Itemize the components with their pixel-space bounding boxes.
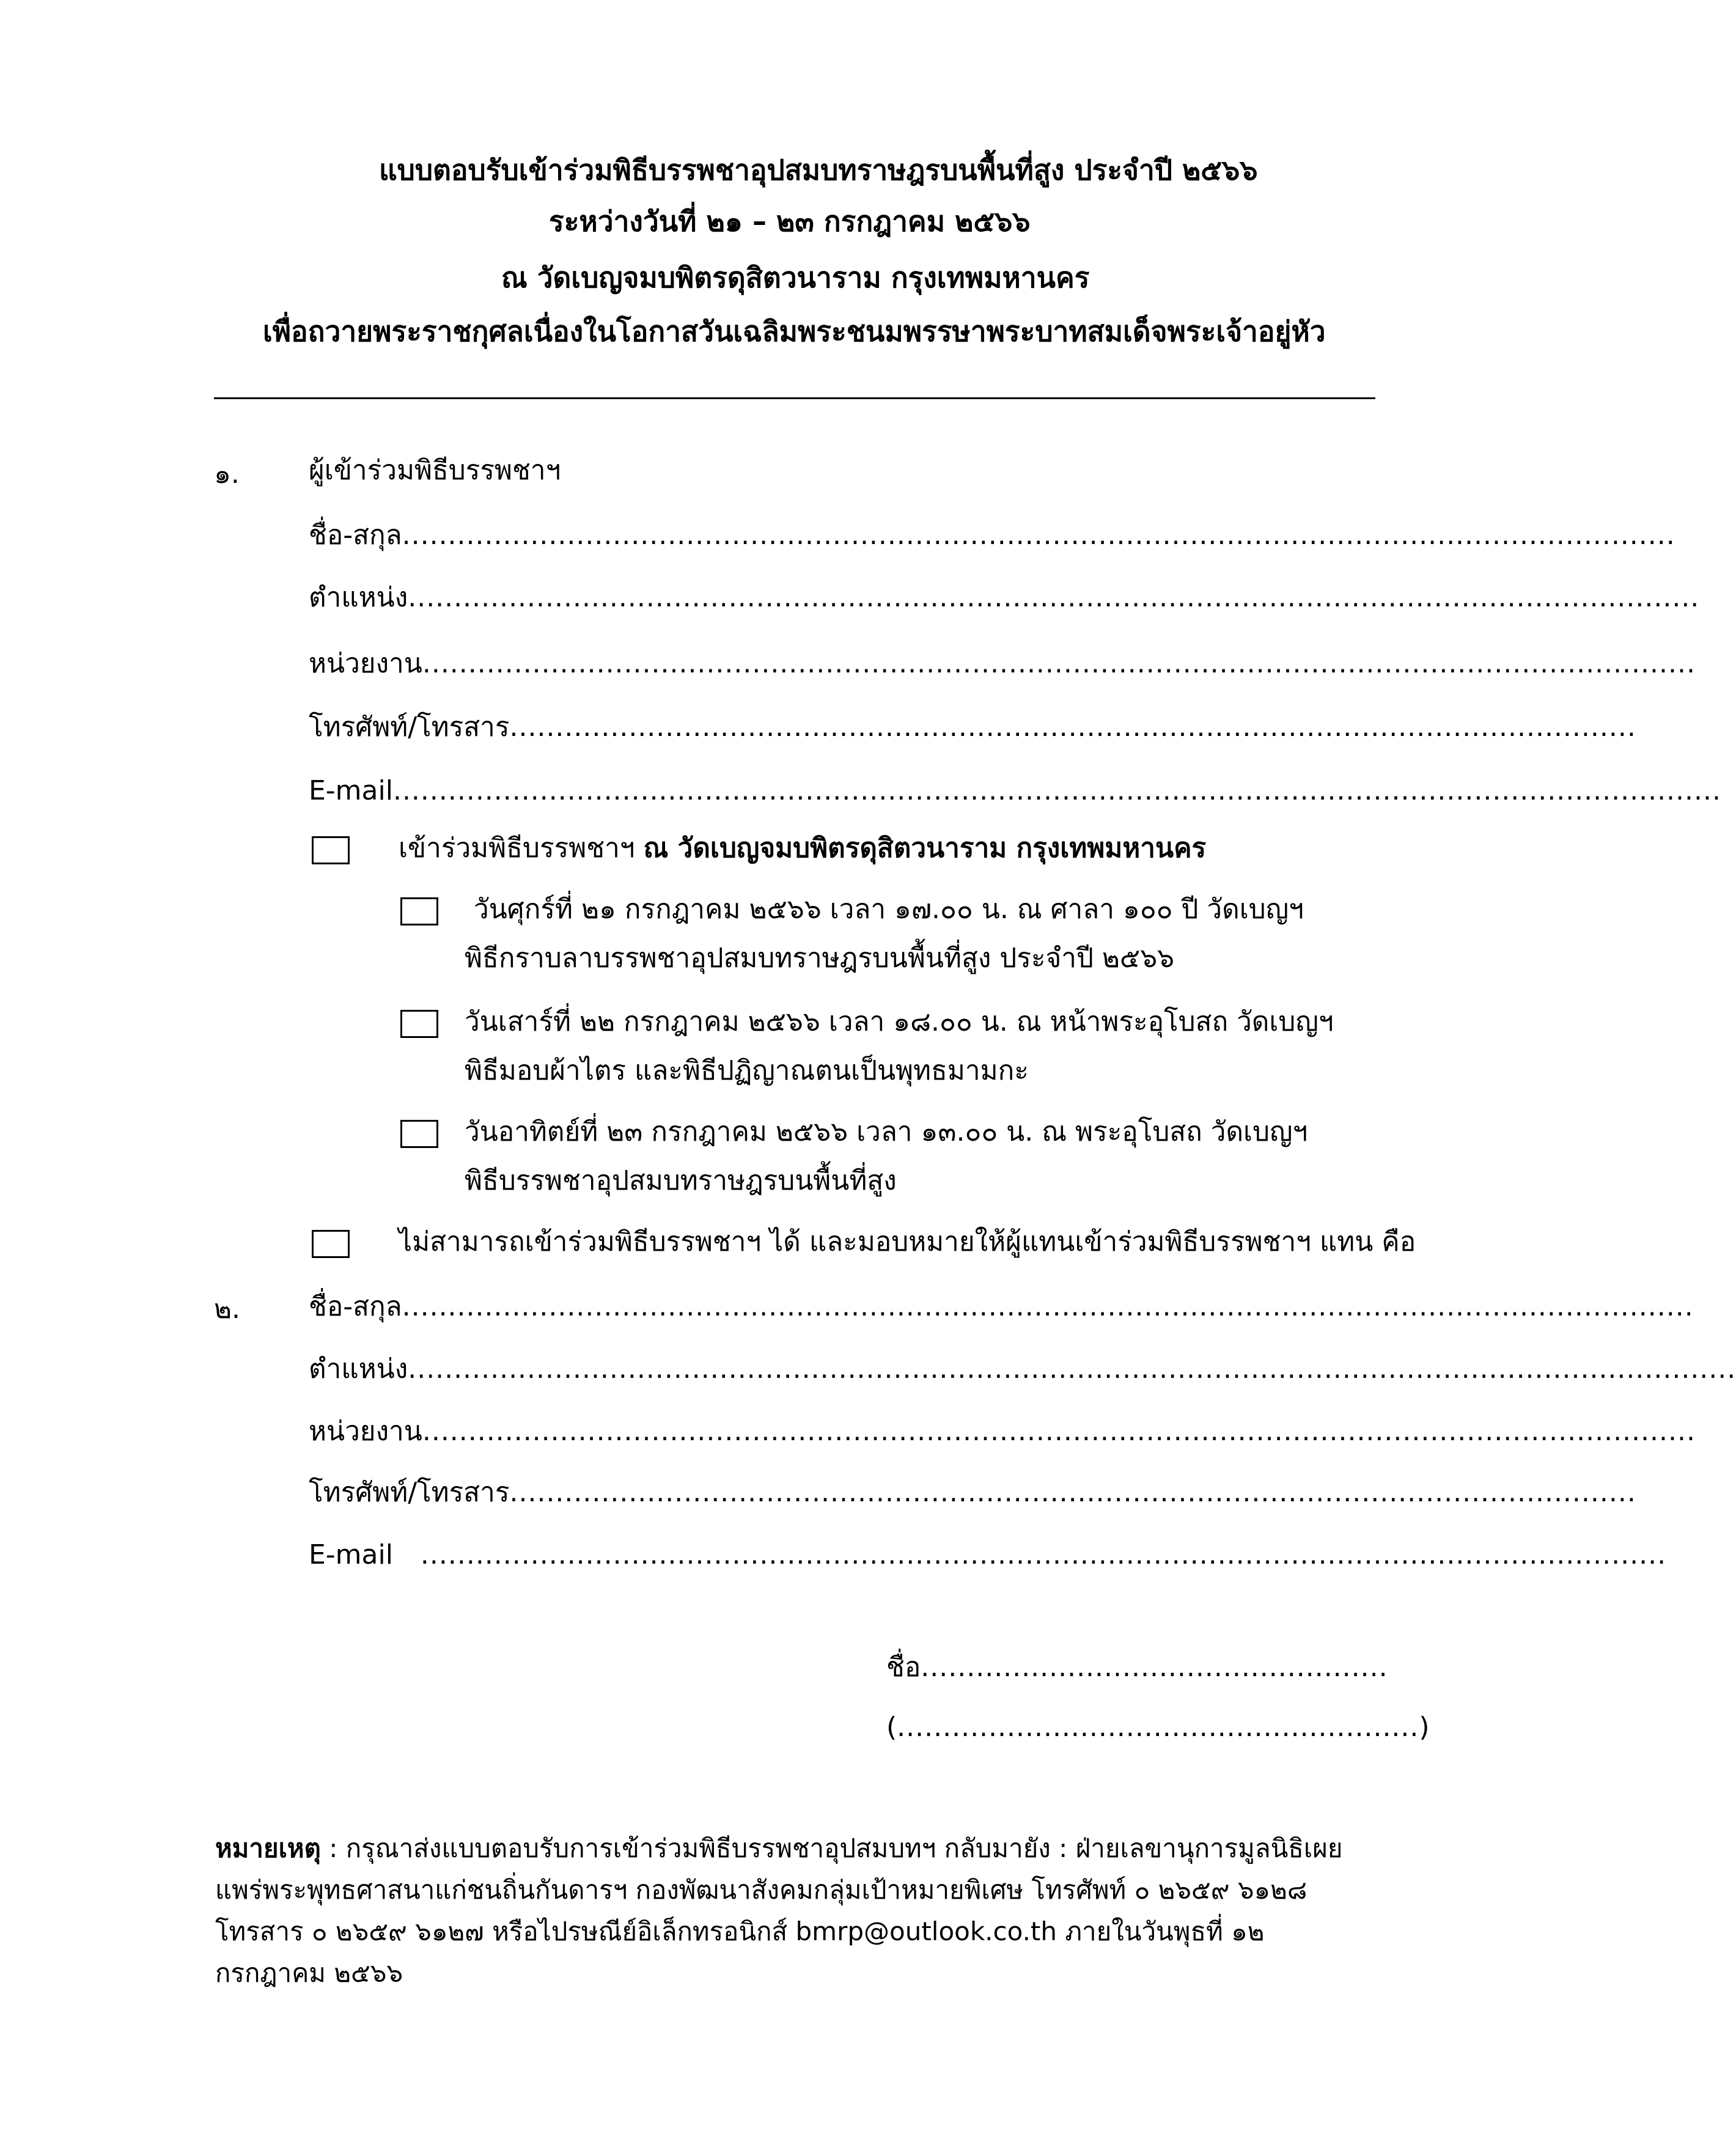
footnote — [215, 1828, 1377, 1994]
s1-position-field[interactable] — [309, 581, 1699, 615]
session1-checkbox[interactable] — [400, 897, 438, 925]
fill-line: ........................................................................................................................................ — [392, 1539, 1667, 1570]
signature-paren-close: ) — [1419, 1712, 1430, 1743]
s1-agency-label: หน่วยงาน — [309, 648, 422, 679]
s2-name-label: ชื่อ-สกุล — [309, 1291, 402, 1322]
s1-name-field[interactable] — [309, 518, 1675, 553]
s2-phone-field[interactable] — [309, 1476, 1636, 1510]
fill-line: ................................................... — [921, 1652, 1388, 1683]
session3-line2: พิธีบรรพชาอุปสมบทราษฎรบนพื้นที่สูง — [465, 1165, 897, 1196]
session1-line2: พิธีกราบลาบรรพชาอุปสมบทราษฎรบนพื้นที่สูง ประจำปี ๒๕๖๖ — [465, 943, 1175, 974]
footnote-text: : กรุณาส่งแบบตอบรับการเข้าร่วมพิธีบรรพชาอุปสมบทฯ กลับมายัง : ฝ่ายเลขานุการมูลนิธิเผยแพร่พระพุทธศาสนาแก่ชนถิ่นกันดารฯ กองพัฒนาสังคมกลุ่มเป้าหมายพิเศษ โทรศัพท์ ๐ ๒๖๕๙ ๖๑๒๘ โทรสาร ๐ ๒๖๕๙ ๖๑๒๗ หรือไปรษณีย์อิเล็กทรอนิกส์ bmrp@outlook.co.th ภายในวันพุธที่ ๑๒ กรกฎาคม ๒๕๖๖ — [215, 1833, 1343, 1988]
s1-name-label: ชื่อ-สกุล — [309, 520, 402, 551]
attend-option-text: เข้าร่วมพิธีบรรพชาฯ — [399, 833, 635, 864]
session1-line1: วันศุกร์ที่ ๒๑ กรกฎาคม ๒๕๖๖ เวลา ๑๗.๐๐ น. ณ ศาลา ๑๐๐ ปี วัดเบญฯ — [474, 894, 1304, 925]
session2-line2: พิธีมอบผ้าไตร และพิธีปฏิญาณตนเป็นพุทธมามกะ — [465, 1055, 1029, 1086]
fill-line: ............................................................................................................................................. — [408, 582, 1700, 613]
s1-phone-field[interactable] — [309, 710, 1636, 745]
s2-agency-label: หน่วยงาน — [309, 1416, 422, 1447]
section1-heading: ผู้เข้าร่วมพิธีบรรพชาฯ — [309, 455, 561, 486]
attend-option-venue: ณ วัดเบญจมบพิตรดุสิตวนาราม กรุงเทพมหานคร — [643, 833, 1207, 864]
delegate-option-label: ไม่สามารถเข้าร่วมพิธีบรรพชาฯ ได้ และมอบหมายให้ผู้แทนเข้าร่วมพิธีบรรพชาฯ แทน คือ — [399, 1226, 1416, 1257]
form-title-line4: เพื่อถวายพระราชกุศลเนื่องในโอกาสวันเฉลิมพระชนมพรรษาพระบาทสมเด็จพระเจ้าอยู่หัว — [263, 315, 1326, 348]
form-title-line2: ระหว่างวันที่ ๒๑ – ๒๓ กรกฎาคม ๒๕๖๖ — [549, 205, 1031, 238]
fill-line: ........................................................................................................................... — [509, 712, 1636, 743]
s1-email-label: E-mail — [309, 775, 393, 806]
s1-position-label: ตำแหน่ง — [309, 582, 408, 613]
s1-agency-field[interactable] — [309, 647, 1696, 681]
signature-paren-open: ( — [886, 1712, 897, 1743]
s2-phone-label: โทรศัพท์/โทรสาร — [309, 1477, 510, 1508]
s2-position-label: ตำแหน่ง — [309, 1353, 408, 1385]
section1-number: ๑. — [214, 458, 240, 490]
session2-checkbox[interactable] — [400, 1010, 438, 1038]
signature-name-label: ชื่อ — [886, 1652, 921, 1683]
fill-line: ........................................................................................................................... — [509, 1477, 1636, 1508]
s2-email-field[interactable] — [309, 1538, 1666, 1572]
fill-line: ................................................................................................................................................. — [408, 1353, 1736, 1385]
form-title-line3: ณ วัดเบญจมบพิตรดุสิตวนาราม กรุงเทพมหานคร — [501, 261, 1090, 294]
delegate-checkbox[interactable] — [312, 1230, 350, 1258]
s2-email-label: E-mail — [309, 1539, 393, 1570]
s2-name-field[interactable] — [309, 1290, 1694, 1324]
fill-line: ........................................................................................................................................... — [422, 648, 1696, 679]
s2-position-field[interactable] — [309, 1352, 1736, 1386]
fill-line: ........................................................................................................................................... — [402, 520, 1675, 551]
fill-line: ............................................................................................................................................. — [402, 1291, 1694, 1322]
fill-line: ........................................................................................................................................... — [422, 1416, 1696, 1447]
s1-email-field[interactable] — [309, 774, 1721, 808]
title-divider — [214, 397, 1375, 399]
footnote-label: หมายเหตุ — [215, 1833, 321, 1863]
fill-line: ......................................................... — [897, 1712, 1419, 1743]
signature-name-line[interactable] — [886, 1650, 1388, 1685]
form-title-line1: แบบตอบรับเข้าร่วมพิธีบรรพชาอุปสมบทราษฎรบนพื้นที่สูง ประจำปี ๒๕๖๖ — [379, 153, 1258, 186]
section2-number: ๒. — [214, 1293, 240, 1325]
session3-checkbox[interactable] — [400, 1120, 438, 1148]
s2-agency-field[interactable] — [309, 1415, 1696, 1449]
session2-line1: วันเสาร์ที่ ๒๒ กรกฎาคม ๒๕๖๖ เวลา ๑๘.๐๐ น. ณ หน้าพระอุโบสถ วัดเบญฯ — [465, 1006, 1334, 1037]
s1-phone-label: โทรศัพท์/โทรสาร — [309, 712, 510, 743]
fill-line: ................................................................................................................................................. — [392, 775, 1721, 806]
attend-option-label — [399, 831, 1206, 866]
signature-printed-name-line[interactable] — [886, 1710, 1430, 1745]
attend-checkbox[interactable] — [312, 836, 350, 864]
session3-line1: วันอาทิตย์ที่ ๒๓ กรกฎาคม ๒๕๖๖ เวลา ๑๓.๐๐ น. ณ พระอุโบสถ วัดเบญฯ — [465, 1116, 1308, 1147]
